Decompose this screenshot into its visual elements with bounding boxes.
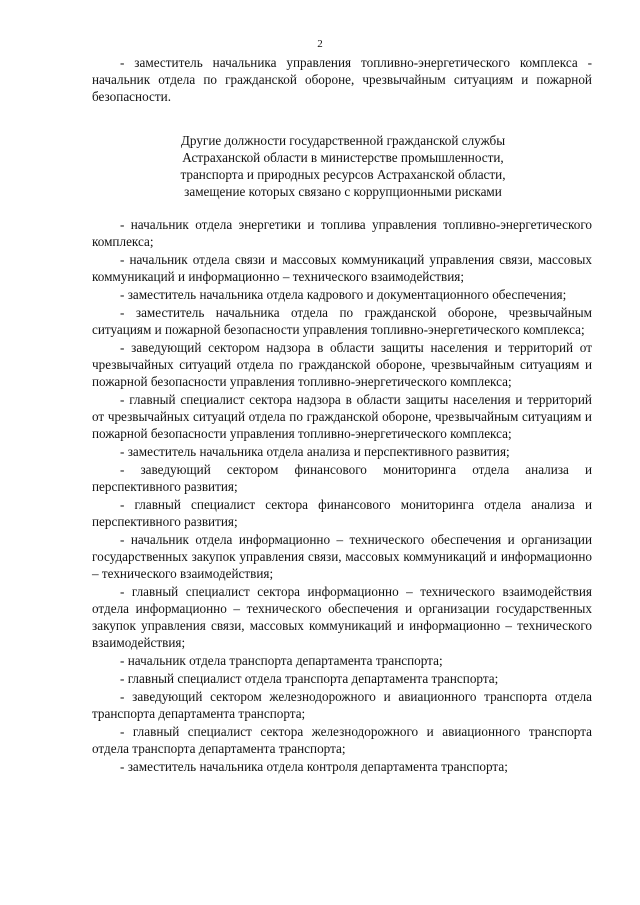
section-heading (120, 132, 566, 200)
position-item: - начальник отдела энергетики и топлива управления топливно-энергетического комплекса; (92, 217, 592, 249)
position-item: - заместитель начальника отдела анализа и перспективного развития; (120, 444, 510, 459)
heading-line: Другие должности государственной гражданской службы (180, 133, 506, 148)
position-item: - заведующий сектором финансового мониторинга отдела анализа и перспективного развития; (92, 462, 592, 494)
heading-line: транспорта и природных ресурсов Астраханской области, (180, 167, 506, 182)
position-item: - главный специалист сектора финансового мониторинга отдела анализа и перспективного развития; (92, 497, 592, 529)
page-number: 2 (317, 38, 323, 50)
intro-paragraph: - заместитель начальника управления топливно-энергетического комплекса - начальник отдела по гражданской обороне, чрезвычайным ситуациям и пожарной безопасности. (92, 55, 592, 104)
positions-list (92, 216, 592, 775)
position-item: - заместитель начальника отдела контроля департамента транспорта; (120, 759, 508, 774)
position-item: - начальник отдела связи и массовых коммуникаций управления связи, массовых коммуникаций и информационно – технического взаимодействия; (92, 252, 592, 284)
heading-line: Астраханской области в министерстве промышленности, (182, 150, 504, 165)
intro-paragraph-block (92, 54, 592, 105)
position-item: - главный специалист сектора надзора в области защиты населения и территорий от чрезвычайных ситуаций отдела по гражданской обороне, чрезвычайным ситуациям и пожарной безопасности управления топливно-энергетического комплекса; (92, 392, 592, 441)
position-item: - начальник отдела транспорта департамента транспорта; (120, 653, 443, 668)
heading-line: замещение которых связано с коррупционными рисками (184, 184, 502, 199)
position-item: - заместитель начальника отдела кадрового и документационного обеспечения; (120, 287, 567, 302)
position-item: - главный специалист сектора железнодорожного и авиационного транспорта отдела транспорта департамента транспорта; (92, 724, 592, 756)
position-item: - главный специалист сектора информационно – технического взаимодействия отдела информационно – технического обеспечения и организации государственных закупок управления связи, массовых коммуникаций и информационно – технического взаимодействия; (92, 584, 592, 650)
position-item: - заведующий сектором железнодорожного и авиационного транспорта отдела транспорта департамента транспорта; (92, 689, 592, 721)
position-item: - заместитель начальника отдела по гражданской обороне, чрезвычайным ситуациям и пожарной безопасности управления топливно-энергетического комплекса; (92, 305, 592, 337)
position-item: - заведующий сектором надзора в области защиты населения и территорий от чрезвычайных ситуаций отдела по гражданской обороне, чрезвычайным ситуациям и пожарной безопасности управления топливно-энергетического комплекса; (92, 340, 592, 389)
position-item: - главный специалист отдела транспорта департамента транспорта; (120, 671, 499, 686)
position-item: - начальник отдела информационно – технического обеспечения и организации государственных закупок управления связи, массовых коммуникаций и информационно – технического взаимодействия; (92, 532, 592, 581)
